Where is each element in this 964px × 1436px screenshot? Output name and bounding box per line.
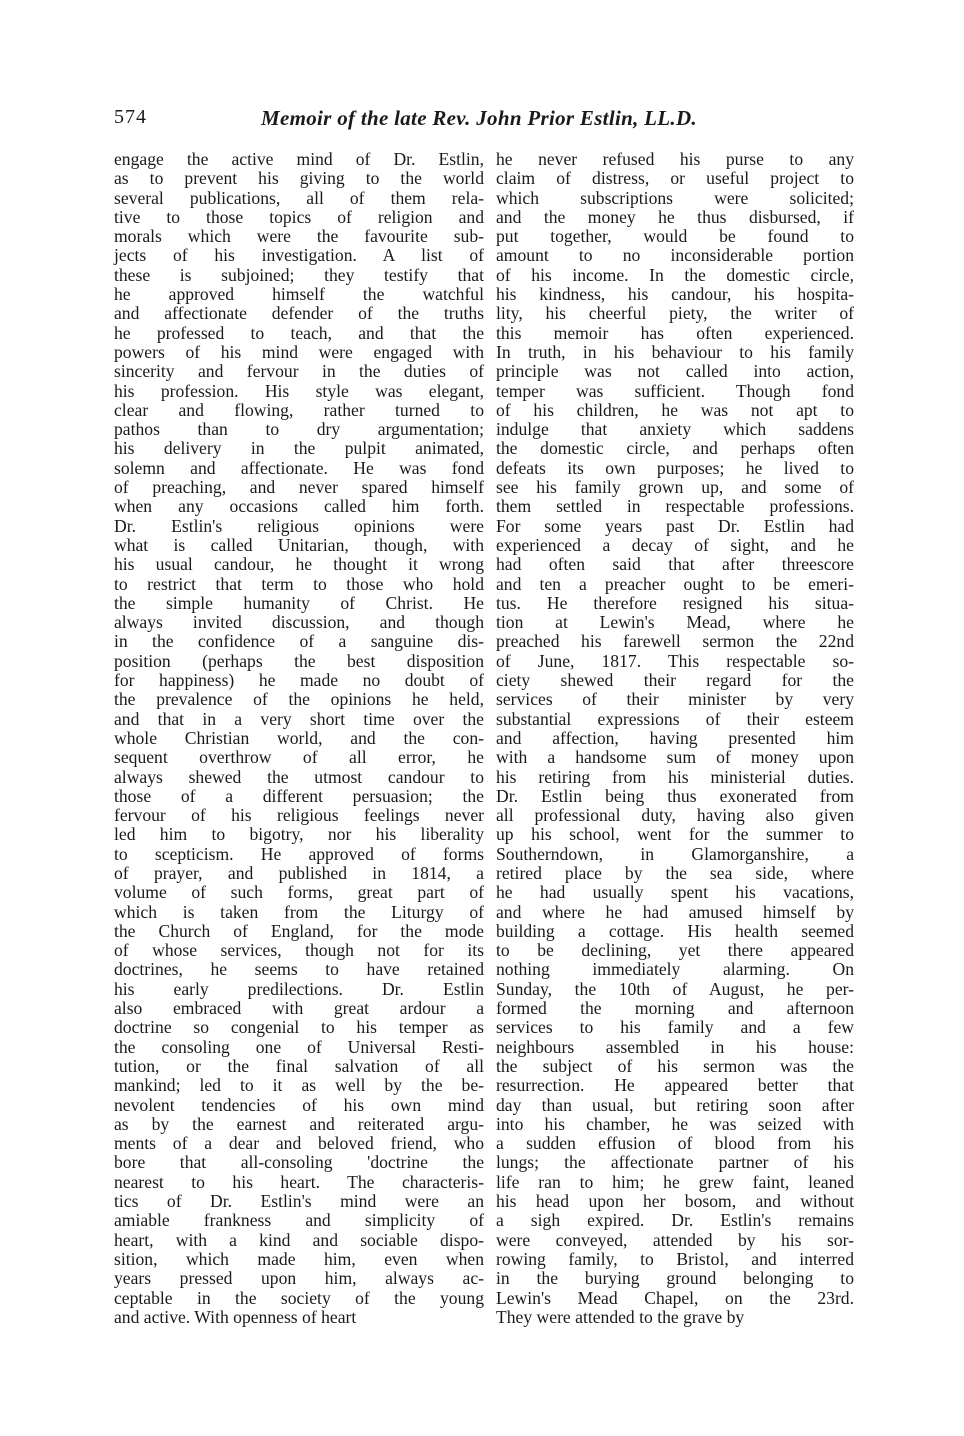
text-line: nothing immediately alarming. On <box>496 959 854 980</box>
text-line: as by the earnest and reiterated argu- <box>114 1113 484 1134</box>
text-line: fervour of his religious feelings never <box>114 805 484 826</box>
text-line: engage the active mind of Dr. Estlin, <box>114 149 484 169</box>
text-line: those of a different persuasion; the <box>114 785 484 806</box>
text-line: morals which were the favourite sub- <box>114 226 484 247</box>
text-line: resurrection. He appeared better that <box>496 1075 854 1096</box>
text-line: In truth, in his behaviour to his family <box>496 341 854 362</box>
text-line: into his chamber, he was seized with <box>496 1113 854 1134</box>
text-line: of preaching, and never spared himself <box>114 477 484 498</box>
text-line: principle was not called into action, <box>496 361 854 382</box>
text-line: what is called Unitarian, though, with <box>114 534 484 555</box>
text-line: and ten a preacher ought to be emeri- <box>496 573 854 594</box>
text-line: of his income. In the domestic circle, <box>496 264 854 285</box>
text-line: he never refused his purse to any <box>496 149 854 169</box>
text-line: indulge that anxiety which saddens <box>496 419 854 440</box>
text-line: clear and flowing, rather turned to <box>114 399 484 420</box>
text-line: sition, which made him, even when <box>114 1248 484 1269</box>
text-line: this memoir has often experienced. <box>496 322 854 343</box>
text-line: tive to those topics of religion and <box>114 206 484 227</box>
text-line: the Church of England, for the mode <box>114 920 484 941</box>
text-line: he professed to teach, and that the <box>114 322 484 343</box>
text-line: Sunday, the 10th of August, he per- <box>496 978 854 999</box>
text-line: preached his farewell sermon the 22nd <box>496 631 854 652</box>
text-line: with a handsome sum of money upon <box>496 747 854 768</box>
text-line: claim of distress, or useful project to <box>496 168 854 189</box>
text-line: all professional duty, having also given <box>496 805 854 826</box>
text-line: and active. With openness of heart <box>114 1306 357 1327</box>
text-line: see his family grown up, and some of <box>496 477 854 498</box>
text-line: jects of his investigation. A list of <box>114 245 484 266</box>
text-line: the domestic circle, and perhaps often <box>496 438 854 459</box>
text-line: in the burying ground belonging to <box>496 1268 854 1289</box>
page-header <box>114 106 844 140</box>
text-line: were conveyed, attended by his sor- <box>496 1229 854 1250</box>
text-line: the simple humanity of Christ. He <box>114 592 484 613</box>
text-line: nearest to his heart. The characteris- <box>114 1171 484 1192</box>
text-line: and where he had amused himself by <box>496 901 854 922</box>
text-line: lungs; the affectionate partner of his <box>496 1152 854 1173</box>
page-number: 574 <box>114 106 147 128</box>
left-text-column <box>114 150 484 1327</box>
text-line: years pressed upon him, always ac- <box>114 1268 484 1289</box>
text-line: which is taken from the Liturgy of <box>114 901 484 922</box>
text-line: whole Christian world, and the con- <box>114 727 484 748</box>
text-line: and that in a very short time over the <box>114 708 484 729</box>
text-line: heart, with a kind and sociable dispo- <box>114 1229 484 1250</box>
text-line: when any occasions called him forth. <box>114 496 484 517</box>
text-line: up his school, went for the summer to <box>496 824 854 845</box>
text-line: experienced a decay of sight, and he <box>496 534 854 555</box>
text-line: several publications, all of them rela- <box>114 187 484 208</box>
text-line: his early predilections. Dr. Estlin <box>114 978 484 999</box>
text-line: for happiness) he made no doubt of <box>114 670 484 691</box>
text-line: substantial expressions of their esteem <box>496 708 854 729</box>
text-line: building a cottage. His health seemed <box>496 920 854 941</box>
text-line: ceptable in the society of the young <box>114 1287 484 1308</box>
text-line: solemn and affectionate. He was fond <box>114 457 484 478</box>
text-line: powers of his mind were engaged with <box>114 341 484 362</box>
text-line: a sigh expired. Dr. Estlin's remains <box>496 1210 854 1231</box>
text-line: lity, his cheerful piety, the writer of <box>496 303 854 324</box>
text-line: he approved himself the watchful <box>114 284 484 305</box>
text-line: to scepticism. He approved of forms <box>114 843 484 864</box>
text-line: of prayer, and published in 1814, a <box>114 862 484 883</box>
text-line: in the confidence of a sanguine dis- <box>114 631 484 652</box>
text-line: pathos than to dry argumentation; <box>114 419 484 440</box>
text-line: and affectionate defender of the truths <box>114 303 484 324</box>
text-line: sincerity and fervour in the duties of <box>114 361 484 382</box>
text-line: them settled in respectable professions. <box>496 496 854 517</box>
text-line: doctrines, he seems to have retained <box>114 959 484 980</box>
text-line: bore that all-consoling 'doctrine the <box>114 1152 484 1173</box>
text-line: mankind; led to it as well by the be- <box>114 1075 484 1096</box>
text-line: of June, 1817. This respectable so- <box>496 650 854 671</box>
text-line: which subscriptions were solicited; <box>496 187 854 208</box>
text-line: his usual candour, he thought it wrong <box>114 554 484 575</box>
text-line: of his children, he was not apt to <box>496 399 854 420</box>
text-line: tution, or the final salvation of all <box>114 1055 484 1076</box>
text-line: day than usual, but retiring soon after <box>496 1094 854 1115</box>
text-line: Lewin's Mead Chapel, on the 23rd. <box>496 1287 854 1308</box>
text-line: a sudden effusion of blood from his <box>496 1133 854 1154</box>
text-line: nevolent tendencies of his own mind <box>114 1094 484 1115</box>
text-line: temper was sufficient. Though fond <box>496 380 854 401</box>
text-line: to be declining, yet there appeared <box>496 940 854 961</box>
text-line: of whose services, though not for its <box>114 940 484 961</box>
text-line: tus. He therefore resigned his situa- <box>496 592 854 613</box>
text-line: always shewed the utmost candour to <box>114 766 484 787</box>
text-line: ciety shewed their regard for the <box>496 670 854 691</box>
text-line: life ran to him; he grew faint, leaned <box>496 1171 854 1192</box>
right-text-column <box>496 150 854 1327</box>
text-line: rowing family, to Bristol, and interred <box>496 1248 854 1269</box>
text-line: had often said that after threescore <box>496 554 854 575</box>
text-line: services to his family and a few <box>496 1017 854 1038</box>
text-line: to restrict that term to those who hold <box>114 573 484 594</box>
text-line: always invited discussion, and though <box>114 612 484 633</box>
text-line: amiable frankness and simplicity of <box>114 1210 484 1231</box>
text-line: his kindness, his candour, his hospita- <box>496 284 854 305</box>
text-line: the prevalence of the opinions he held, <box>114 689 484 710</box>
text-line: Dr. Estlin being thus exonerated from <box>496 785 854 806</box>
text-line: his delivery in the pulpit animated, <box>114 438 484 459</box>
text-line: For some years past Dr. Estlin had <box>496 515 854 536</box>
text-line: the subject of his sermon was the <box>496 1055 854 1076</box>
text-line: led him to bigotry, nor his liberality <box>114 824 484 845</box>
text-line: the consoling one of Universal Resti- <box>114 1036 484 1057</box>
text-line: he had usually spent his vacations, <box>496 882 854 903</box>
text-line: defeats its own purposes; he lived to <box>496 457 854 478</box>
text-line: his retiring from his ministerial duties. <box>496 766 854 787</box>
running-title: Memoir of the late Rev. John Prior Estlin, LL.D. <box>261 106 697 130</box>
text-line: his profession. His style was elegant, <box>114 380 484 401</box>
text-line: neighbours assembled in his house: <box>496 1036 854 1057</box>
text-line: these is subjoined; they testify that <box>114 264 484 285</box>
text-line: also embraced with great ardour a <box>114 998 484 1019</box>
text-line: tics of Dr. Estlin's mind were an <box>114 1191 484 1212</box>
text-line: and affection, having presented him <box>496 727 854 748</box>
text-line: formed the morning and afternoon <box>496 998 854 1019</box>
text-line: Dr. Estlin's religious opinions were <box>114 515 484 536</box>
text-line: as to prevent his giving to the world <box>114 168 484 189</box>
text-line: and the money he thus disbursed, if <box>496 206 854 227</box>
text-line: doctrine so congenial to his temper as <box>114 1017 484 1038</box>
text-line: ments of a dear and beloved friend, who <box>114 1133 484 1154</box>
text-line: services of their minister by very <box>496 689 854 710</box>
text-line: sequent overthrow of all error, he <box>114 747 484 768</box>
text-line: put together, would be found to <box>496 226 854 247</box>
text-line: retired place by the sea side, where <box>496 862 854 883</box>
text-line: They were attended to the grave by <box>496 1306 745 1327</box>
text-line: position (perhaps the best disposition <box>114 650 484 671</box>
text-line: Southerndown, in Glamorganshire, a <box>496 843 854 864</box>
text-line: amount to no inconsiderable portion <box>496 245 854 266</box>
text-line: tion at Lewin's Mead, where he <box>496 612 854 633</box>
text-line: his head upon her bosom, and without <box>496 1191 854 1212</box>
text-line: volume of such forms, great part of <box>114 882 484 903</box>
